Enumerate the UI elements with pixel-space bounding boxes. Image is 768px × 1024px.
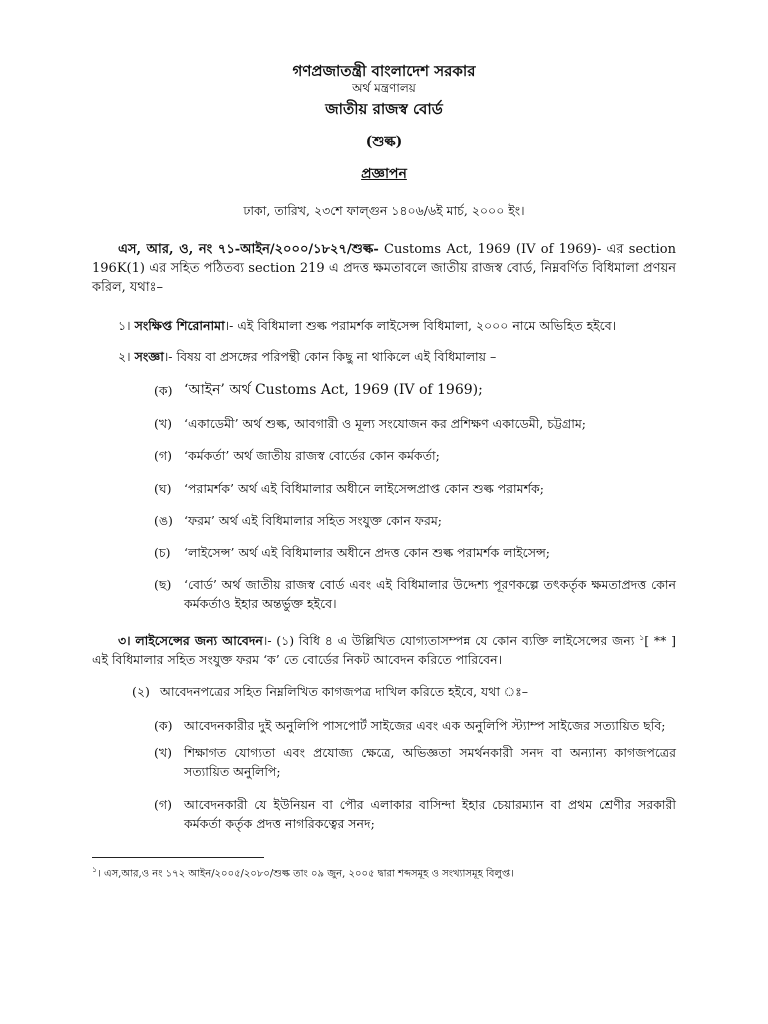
document-item [154, 743, 676, 781]
lead-paragraph [92, 240, 676, 297]
notification-title: প্রজ্ঞাপন [361, 166, 407, 182]
ministry-title: অর্থ মন্ত্রণালয় [352, 81, 416, 95]
government-title: গণপ্রজাতন্ত্রী বাংলাদেশ সরকার [292, 62, 476, 80]
definition-item [154, 575, 676, 613]
definition-text: ‘ফরম’ অর্থ এই বিধিমালার সহিত সংযুক্ত কোন ফরম; [184, 513, 442, 528]
document-text: শিক্ষাগত যোগ্যতা এবং প্রযোজ্য ক্ষেত্রে, অভিজ্ঞতা সমর্থনকারী সনদ বা অন্যান্য কাগজপত্রের সত্যায়িত অনুলিপি; [184, 745, 676, 779]
section-3-text-continued: [ ** ] এই বিধিমালার সহিত সংযুক্ত ফরম ‘ক’ তে বোর্ডের নিকট আবেদন করিতে পারিবেন। [92, 633, 676, 668]
definition-text: ‘পরামর্শক’ অর্থ এই বিধিমালার অধীনে লাইসেন্সপ্রাপ্ত কোন শুল্ক পরামর্শক; [184, 481, 544, 496]
document-text: আবেদনকারীর দুই অনুলিপি পাসপোর্ট সাইজের এবং এক অনুলিপি স্ট্যাম্প সাইজের সত্যায়িত ছবি; [184, 718, 666, 733]
document-item [154, 716, 676, 735]
section-3 [92, 628, 676, 669]
definition-item [154, 479, 676, 498]
subsection-label: (২) [132, 684, 150, 699]
definition-label: (গ) [154, 448, 172, 463]
section-1-text: ।- এই বিধিমালা শুল্ক পরামর্শক লাইসেন্স বিধিমালা, ২০০০ নামে অভিহিত হইবে। [224, 318, 617, 333]
definition-text: ‘লাইসেন্স’ অর্থ এই বিধিমালার অধীনে প্রদত্ত কোন শুল্ক পরামর্শক লাইসেন্স; [184, 545, 550, 560]
section-1 [92, 316, 676, 335]
definition-item [154, 511, 676, 530]
footnote-divider [92, 857, 264, 858]
footnote-mark: ১ [92, 865, 98, 874]
document-text: আবেদনকারী যে ইউনিয়ন বা পৌর এলাকার বাসিন্দা ইহার চেয়ারম্যান বা প্রথম শ্রেণীর সরকারী কর্মকর্তা কর্তৃক প্রদত্ত নাগরিকত্বের সনদ; [184, 797, 676, 831]
document-label: (ক) [154, 718, 173, 733]
document-item [154, 795, 676, 833]
section-3-heading: লাইসেন্সের জন্য আবেদন [135, 633, 263, 649]
board-title: জাতীয় রাজস্ব বোর্ড [325, 100, 443, 118]
sro-reference: এস, আর, ও, নং ৭১-আইন/২০০০/১৮২৭/শুল্ক- [118, 242, 379, 257]
definition-item [154, 414, 676, 433]
definition-item [154, 543, 676, 562]
document-label: (খ) [154, 745, 172, 760]
footnote-text: । এস,আর,ও নং ১৭২ আইন/২০০৫/২০৮০/শুল্ক তাং ০৯ জুন, ২০০৫ দ্বারা শব্দসমূহ ও সংখ্যাসমূহ বিলুপ্ত। [97, 868, 514, 880]
section-1-heading: সংক্ষিপ্ত শিরোনামা [134, 318, 225, 333]
footnote [92, 864, 692, 883]
definition-text: ‘আইন’ অর্থ Customs Act, 1969 (IV of 1969); [184, 382, 483, 398]
document-label: (গ) [154, 797, 172, 812]
department-title: (শুল্ক) [365, 134, 403, 150]
section-3-number: ৩। [118, 633, 131, 649]
section-2 [92, 347, 676, 366]
definition-item [154, 446, 676, 465]
section-2-number: ২। [118, 349, 131, 364]
definition-item [154, 381, 676, 400]
section-1-number: ১। [118, 318, 131, 333]
section-2-heading: সংজ্ঞা [134, 349, 164, 364]
definition-text: ‘কর্মকর্তা’ অর্থ জাতীয় রাজস্ব বোর্ডের কোন কর্মকর্তা; [184, 448, 440, 463]
definition-label: (ঘ) [154, 481, 172, 496]
definition-text: ‘বোর্ড’ অর্থ জাতীয় রাজস্ব বোর্ড এবং এই বিধিমালার উদ্দেশ্য পূরণকল্পে তৎকর্তৃক ক্ষমতাপ্রদত্ত কোন কর্মকর্তাও ইহার অন্তর্ভুক্ত হইবে। [184, 577, 676, 611]
section-3-text: ।- (১) বিধি ৪ এ উল্লিখিত যোগ্যতাসম্পন্ন যে কোন ব্যক্তি লাইসেন্সের জন্য [262, 633, 640, 649]
subsection-text: আবেদনপত্রের সহিত নিম্নলিখিত কাগজপত্র দাখিল করিতে হইবে, যথা ঃ– [159, 684, 529, 699]
definition-label: (চ) [154, 545, 171, 560]
footnote-reference[interactable]: ১ [639, 633, 645, 642]
lead-text: Customs Act, 1969 (IV of 1969)- এর section 196K(1) এর সহিত পঠিতব্য section 219 এ প্রদত্ত ক্ষমতাবলে জাতীয় রাজস্ব বোর্ড, নিম্নবর্ণিত বিধিমালা প্রণয়ন করিল, যথাঃ– [92, 242, 677, 295]
definition-label: (ছ) [154, 577, 172, 592]
subsection-2 [132, 684, 528, 704]
definition-label: (ক) [154, 383, 173, 398]
definition-label: (ঙ) [154, 513, 173, 528]
section-2-text: ।- বিষয় বা প্রসঙ্গের পরিপন্থী কোন কিছু না থাকিলে এই বিধিমালায় – [163, 349, 497, 364]
notification-date: ঢাকা, তারিখ, ২৩শে ফাল্গুন ১৪০৬/৬ই মার্চ, ২০০০ ইং। [243, 203, 525, 218]
definition-text: ‘একাডেমী’ অর্থ শুল্ক, আবগারী ও মূল্য সংযোজন কর প্রশিক্ষণ একাডেমী, চট্টগ্রাম; [184, 416, 587, 431]
definition-label: (খ) [154, 416, 172, 431]
